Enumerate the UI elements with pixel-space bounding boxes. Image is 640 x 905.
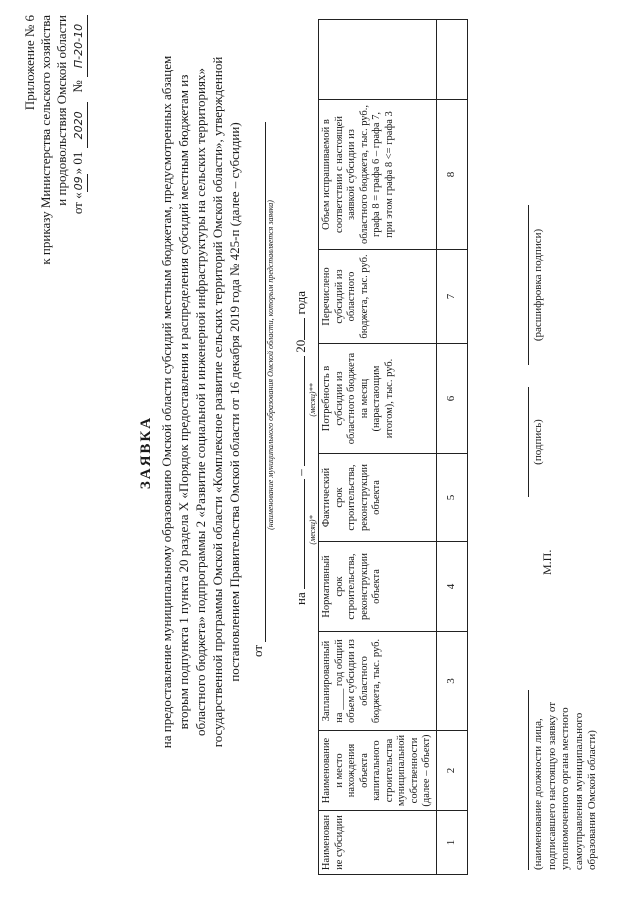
decode-caption: (расшифровка подписи) xyxy=(532,228,544,342)
handwritten-year: 2020 xyxy=(71,102,88,148)
empty-cell xyxy=(436,20,467,100)
header-cell: Нормативный срок строительства, реконструкции объекта xyxy=(319,542,437,632)
order-date-line: от «09» 01 2020 № П-20-10 xyxy=(70,15,88,385)
year-blank xyxy=(292,318,305,340)
header-cell: Наименование и место нахождения объекта капитального строительства муниципальной собственности (далее – объект) xyxy=(319,731,437,811)
header-cell: Объем испрашиваемой в соответствии с настоящей заявкой субсидии из областного бюджета, тыс. руб., графа 8 = графа 6 – графа 7, при этом графа 8 <= графа 3 xyxy=(319,100,437,250)
stamp-label: М.П. xyxy=(540,549,554,575)
empty-cell xyxy=(319,20,437,100)
position-blank xyxy=(528,690,529,870)
column-number: 5 xyxy=(436,454,467,542)
appendix-header xyxy=(22,15,88,385)
signature-caption: (подпись) xyxy=(532,419,544,465)
month-from-blank xyxy=(292,479,305,589)
column-number: 6 xyxy=(436,344,467,454)
from-line: от xyxy=(250,97,266,657)
header-cell: Запланированный на ____ год общий объем субсидии из областного бюджета, тыс. руб. xyxy=(319,632,437,731)
document-title: ЗАЯВКА xyxy=(138,415,154,490)
column-number: 4 xyxy=(436,542,467,632)
period-line: на – 20 года xyxy=(293,290,308,605)
order-ministry-line-2: и продовольствия Омской области xyxy=(54,15,69,206)
municipality-blank xyxy=(253,122,266,642)
column-number: 8 xyxy=(436,100,467,250)
decode-blank xyxy=(528,205,529,365)
header-cell: Потребность в субсидии из областного бюджета на месяц (нарастающим итогом), тыс. руб. xyxy=(319,344,437,454)
handwritten-order-number: П-20-10 xyxy=(71,15,88,77)
header-cell: Наименование субсидии xyxy=(319,811,437,875)
month-caption-2: (месяц)** xyxy=(308,383,317,417)
handwritten-day: 09 xyxy=(71,174,88,192)
table-header-row xyxy=(319,20,437,875)
column-number: 2 xyxy=(436,731,467,811)
header-cell: Фактический срок строительства, реконструкции объекта xyxy=(319,454,437,542)
table-number-row xyxy=(436,20,467,875)
municipality-caption: (наименование муниципального образования Омской области, которым представляется заявка) xyxy=(266,200,275,530)
column-number: 1 xyxy=(436,811,467,875)
order-ministry-line: к приказу Министерства сельского хозяйства xyxy=(38,15,53,265)
signature-blank xyxy=(528,387,529,497)
intro-paragraph: на предоставление муниципальному образованию Омской области субсидий местным бюджетам, предусмотренных абзацем вторым подпункта 1 пункта 20 раздела X «Порядок предоставления и распределения субсидий местным бюджетам из областного бюджета» подпрограммы 2 «Развитие социальной и инженерной инфраструктуры на сельских территориях» государственной программы Омской области «Комплексное развитие сельских территорий Омской области», утвержденной постановлением Правительства Омской области от 16 декабря 2019 года № 425-п (далее – субсидии) xyxy=(159,55,242,749)
column-number: 7 xyxy=(436,250,467,344)
month-to-blank xyxy=(292,356,305,466)
appendix-number: Приложение № 6 xyxy=(22,15,37,111)
position-caption: (наименование должности лица, подписавшего настоящую заявку от уполномоченного органа местного самоуправления муниципального образования Омской области) xyxy=(532,701,598,870)
request-table xyxy=(318,19,468,875)
column-number: 3 xyxy=(436,632,467,731)
month-caption-1: (месяц)* xyxy=(308,515,317,545)
header-cell: Перечислено субсидий из областного бюджета, тыс. руб. xyxy=(319,250,437,344)
